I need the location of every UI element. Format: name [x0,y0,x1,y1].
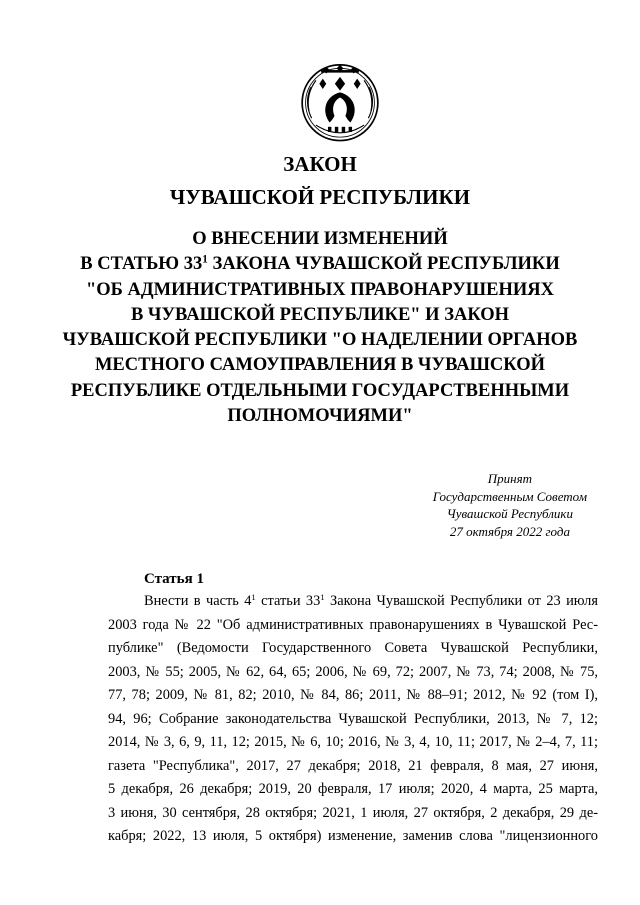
adoption-line: Принят [487,471,533,486]
subtitle-line: МЕСТНОГО САМОУПРАВЛЕНИЯ В ЧУВАШСКОЙ [94,355,546,376]
article-line: 5 декабря, 26 декабря; 2019, 20 февраля, 17 июля; 2020, 4 марта, 25 марта, [108,781,598,797]
subtitle-line: О ВНЕСЕНИИ ИЗМЕНЕНИЙ [192,229,448,249]
article-heading: Статья 1 [144,571,204,587]
article-line: публике" (Ведомости Государственного Совета Чувашской Республики, [108,640,598,656]
superscript: 1 [251,591,256,602]
adoption-line: Чувашской Республики [446,506,574,522]
emblem-graphic [297,58,383,144]
article-line: 2014, № 3, 6, 9, 11, 12; 2015, № 6, 10; 2016, № 3, 4, 10, 11; 2017, № 2–4, 7, 11; [108,734,598,750]
article-line: 77, 78; 2009, № 81, 82; 2010, № 84, 86; 2011, № 88–91; 2012, № 92 (том I), [108,687,598,703]
article-line: 2003, № 55; 2005, № 62, 64, 65; 2006, № 69, 72; 2007, № 73, 74; 2008, № 75, [108,663,598,680]
article-line: 2003 года № 22 "Об административных правонарушениях в Чувашской Рес- [108,616,598,633]
article-line: газета "Республика", 2017, 27 декабря; 2018, 21 февраля, 8 мая, 27 июня, [108,757,598,774]
law-subtitle [0,227,640,429]
chuvash-republic-emblem-icon [297,58,383,144]
subtitle-line: В СТАТЬЮ $33^1$ ЗАКОНА ЧУВАШСКОЙ РЕСПУБЛИКИ [80,253,560,275]
article-line: кабря; 2022, 13 июля, 5 октября) изменение, заменив слова "лицензионного [108,828,598,844]
subtitle-line: РЕСПУБЛИКЕ ОТДЕЛЬНЫМИ ГОСУДАРСТВЕННЫМИ [70,380,570,401]
article-line: 3 июня, 30 сентября, 28 октября; 2021, 1 июля, 27 октября, 2 декабря, 29 де- [108,804,598,821]
adoption-date: 27 октября 2022 года [449,523,570,539]
adoption-note [433,470,587,540]
law-title-republic: ЧУВАШСКОЙ РЕСПУБЛИКИ [169,185,471,209]
law-title: ЗАКОН [283,152,357,176]
article-line: 94, 96; Собрание законодательства Чувашской Республики, 2013, № 7, 12; [108,710,598,727]
article-body [108,590,598,849]
adoption-line: Государственным Советом [432,488,587,504]
subtitle-line: В ЧУВАШСКОЙ РЕСПУБЛИКЕ" И ЗАКОН [130,304,510,325]
subtitle-line: ПОЛНОМОЧИЯМИ" [227,406,413,427]
superscript: 1 [320,591,325,602]
subtitle-line: ЧУВАШСКОЙ РЕСПУБЛИКИ "О НАДЕЛЕНИИ ОРГАНОВ [62,330,578,351]
superscript: 1 [202,253,208,266]
article-line: Внести в часть $4^1$ статьи $33^1$ Закона Чувашской Республики от 23 июля [144,591,598,609]
subtitle-line: "ОБ АДМИНИСТРАТИВНЫХ ПРАВОНАРУШЕНИЯХ [86,279,554,300]
